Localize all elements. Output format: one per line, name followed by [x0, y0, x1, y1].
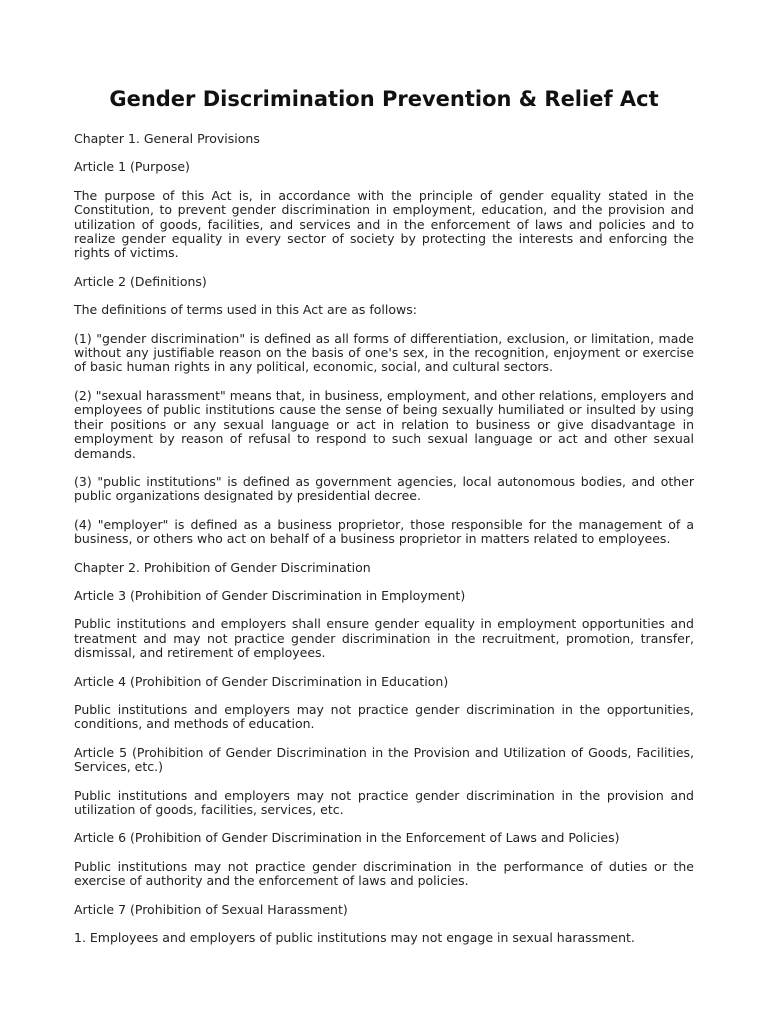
definition-1: (1) "gender discrimination" is defined as all forms of differentiation, exclusion, or limitation, made without any justifiable reason on the basis of one's sex, in the recognition, enjoyment or exercise of basic human rights in any political, economic, social, and cultural sectors.	[74, 330, 694, 375]
document-title: Gender Discrimination Prevention & Relief Act	[109, 87, 659, 111]
article-2-heading: Article 2 (Definitions)	[74, 273, 207, 289]
chapter-1-heading: Chapter 1. General Provisions	[74, 131, 260, 146]
article-1-text: The purpose of this Act is, in accordance with the principle of gender equality stated in the Constitution, to prevent gender discrimination in employment, education, and the provision and utilization of goods, facilities, and services and in the enforcement of laws and policies and to realize gender equality in every sector of society by protecting the interests and enforcing the rights of victims.	[74, 187, 694, 261]
article-4-heading: Article 4 (Prohibition of Gender Discrimination in Education)	[74, 673, 449, 689]
article-2-intro: The definitions of terms used in this Act are as follows:	[74, 302, 417, 318]
article-6-heading: Article 6 (Prohibition of Gender Discrimination in the Enforcement of Laws and Policies)	[74, 830, 620, 846]
article-6-text: Public institutions may not practice gender discrimination in the performance of duties or the exercise of authority and the enforcement of laws and policies.	[74, 858, 694, 889]
article-7-item-1: 1. Employees and employers of public institutions may not engage in sexual harassment.	[74, 930, 635, 946]
definition-3: (3) "public institutions" is defined as government agencies, local autonomous bodies, and other public organizations designated by presidential decree.	[74, 473, 694, 504]
chapter-2-heading: Chapter 2. Prohibition of Gender Discrimination	[74, 559, 371, 575]
article-7-heading: Article 7 (Prohibition of Sexual Harassment)	[74, 901, 348, 917]
article-3-heading: Article 3 (Prohibition of Gender Discrimination in Employment)	[74, 587, 466, 603]
definition-4: (4) "employer" is defined as a business proprietor, those responsible for the management of a business, or others who act on behalf of a business proprietor in matters related to employees.	[74, 516, 694, 547]
article-4-text: Public institutions and employers may not practice gender discrimination in the opportunities, conditions, and methods of education.	[74, 701, 694, 732]
document-body	[74, 132, 694, 945]
article-1-heading: Article 1 (Purpose)	[74, 159, 190, 175]
article-5-text: Public institutions and employers may not practice gender discrimination in the provision and utilization of goods, facilities, services, etc.	[74, 787, 694, 817]
article-5-heading: Article 5 (Prohibition of Gender Discrimination in the Provision and Utilization of Goods, Facilities, Services, etc.)	[74, 744, 694, 775]
definition-2: (2) "sexual harassment" means that, in business, employment, and other relations, employers and employees of public institutions cause the sense of being sexually humiliated or insulted by using their positions or any sexual language or act in relation to business or give disadvantage in employment by reason of refusal to respond to such sexual language or act and other sexual demands.	[74, 387, 694, 461]
article-3-text: Public institutions and employers shall ensure gender equality in employment opportunities and treatment and may not practice gender discrimination in the recruitment, promotion, transfer, dismissal, and retirement of employees.	[74, 616, 694, 661]
